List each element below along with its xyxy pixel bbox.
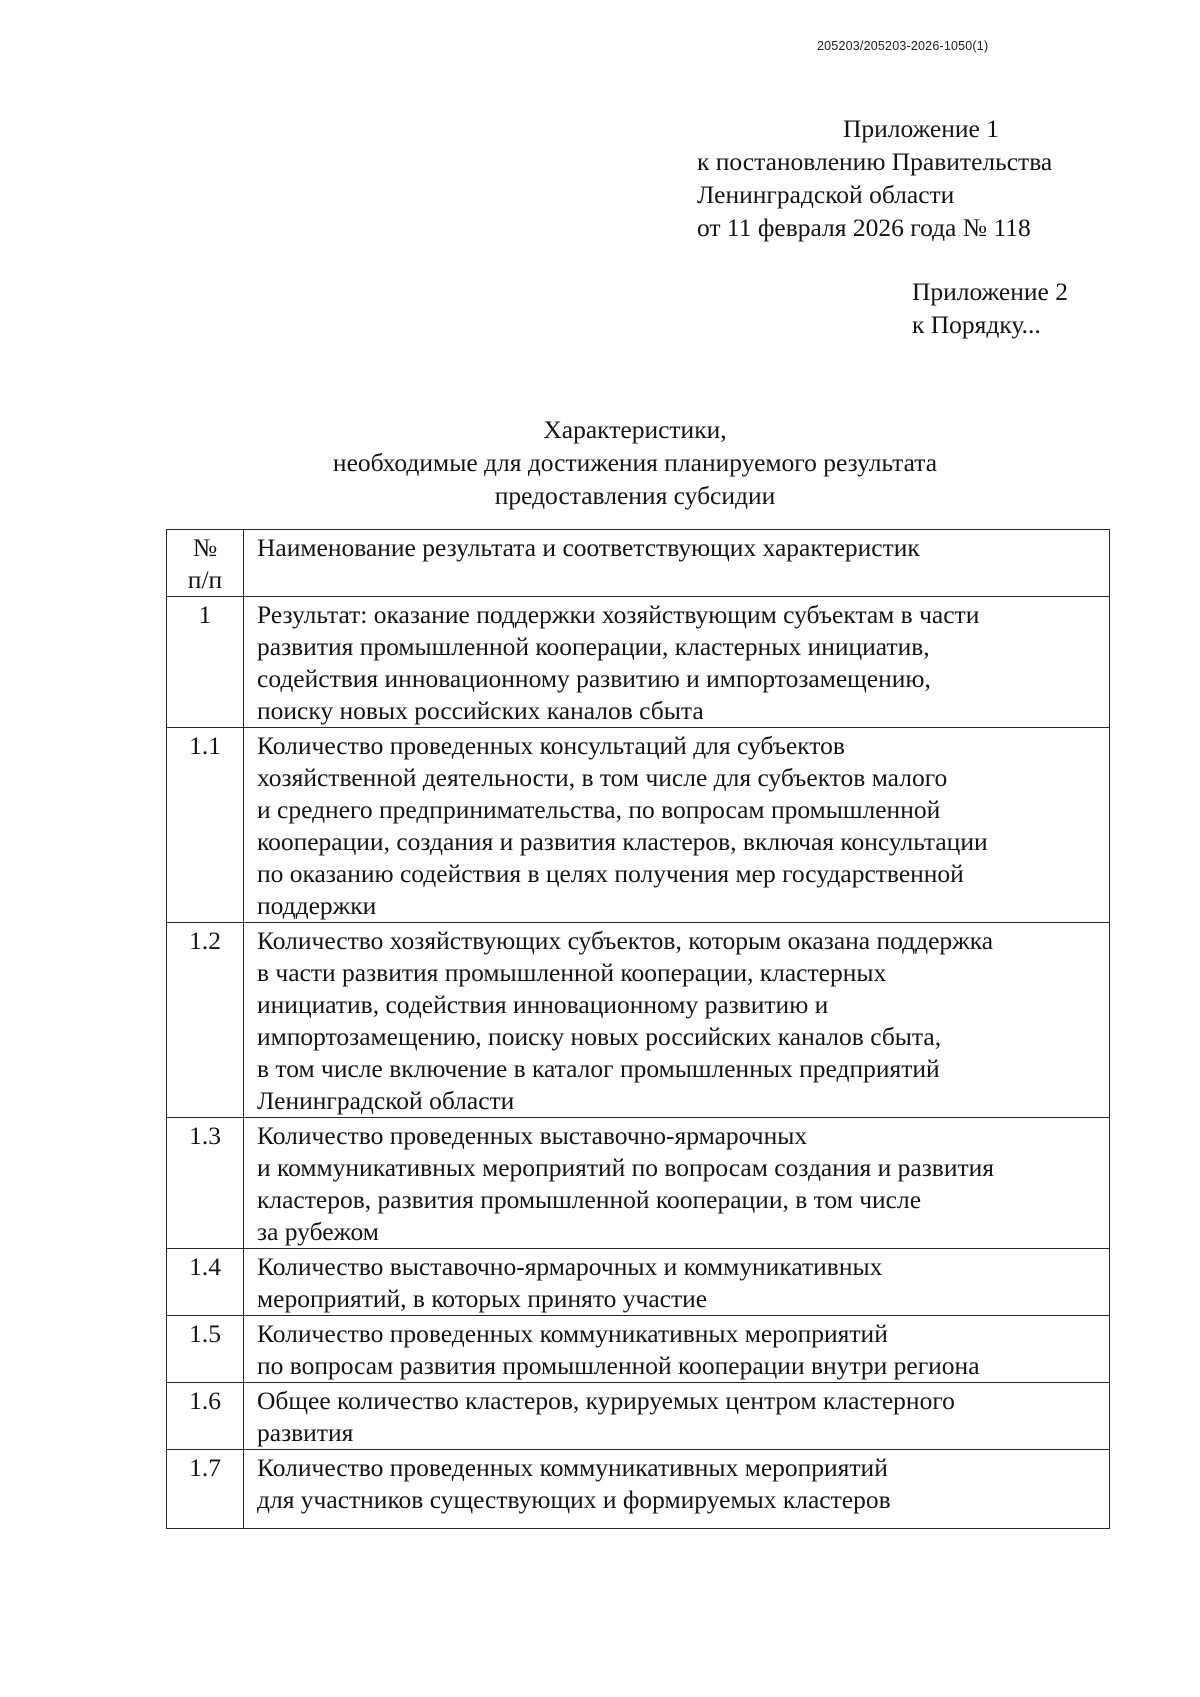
header-name-cell bbox=[244, 530, 1110, 597]
row-number: 1.6 bbox=[189, 1386, 221, 1415]
row-text-line: по вопросам развития промышленной кооперации внутри региона bbox=[257, 1351, 980, 1380]
row-text-line: Ленинградской области bbox=[257, 1086, 515, 1115]
row-text-line: кооперации, создания и развития кластеров, включая консультации bbox=[257, 827, 988, 856]
row-text-line: за рубежом bbox=[257, 1217, 379, 1246]
row-text-line: по оказанию содействия в целях получения мер государственной bbox=[257, 859, 964, 888]
row-number-cell bbox=[167, 1316, 244, 1383]
row-number: 1.3 bbox=[189, 1121, 221, 1150]
appendix-1-block bbox=[697, 112, 1052, 244]
row-number: 1.2 bbox=[189, 926, 221, 955]
document-id: 205203/205203-2026-1050(1) bbox=[817, 39, 989, 53]
appendix-1-title: Приложение 1 bbox=[843, 114, 999, 143]
row-text-cell bbox=[244, 1450, 1110, 1529]
row-number-cell bbox=[167, 1383, 244, 1450]
row-text-line: кластеров, развития промышленной кооперации, в том числе bbox=[257, 1185, 922, 1214]
row-text-line: в том числе включение в каталог промышленных предприятий bbox=[257, 1054, 940, 1083]
characteristics-table bbox=[166, 529, 1110, 1529]
header-number-symbol: № bbox=[192, 533, 218, 562]
row-number-cell bbox=[167, 1450, 244, 1529]
row-text-cell bbox=[244, 923, 1110, 1118]
row-text-line: для участников существующих и формируемых кластеров bbox=[257, 1485, 891, 1514]
row-text-line: развития bbox=[257, 1418, 354, 1447]
appendix-2-title: Приложение 2 bbox=[912, 277, 1068, 306]
appendix-1-date: от 11 февраля 2026 года № 118 bbox=[697, 213, 1031, 242]
row-number-cell bbox=[167, 1249, 244, 1316]
row-number-cell bbox=[167, 1118, 244, 1249]
appendix-2-block bbox=[912, 275, 1068, 341]
table-row bbox=[167, 597, 1110, 728]
row-text-line: поддержки bbox=[257, 891, 377, 920]
row-text-line: Количество проведенных коммуникативных мероприятий bbox=[257, 1453, 888, 1482]
row-text-line: и коммуникативных мероприятий по вопросам создания и развития bbox=[257, 1153, 994, 1182]
document-title bbox=[0, 413, 1200, 512]
appendix-1-region: Ленинградской области bbox=[697, 180, 955, 209]
row-text-line: мероприятий, в которых принято участие bbox=[257, 1284, 708, 1313]
table-row bbox=[167, 1316, 1110, 1383]
row-text-cell bbox=[244, 1316, 1110, 1383]
row-number: 1.5 bbox=[189, 1319, 221, 1348]
row-number-cell bbox=[167, 597, 244, 728]
header-number-cell bbox=[167, 530, 244, 597]
row-text-cell bbox=[244, 1249, 1110, 1316]
table-row bbox=[167, 923, 1110, 1118]
row-number-cell bbox=[167, 923, 244, 1118]
row-number: 1.7 bbox=[189, 1453, 221, 1482]
row-text-line: и среднего предпринимательства, по вопросам промышленной bbox=[257, 795, 941, 824]
row-text-cell bbox=[244, 1383, 1110, 1450]
header-number-abbrev: п/п bbox=[187, 565, 223, 594]
table-row bbox=[167, 1249, 1110, 1316]
row-text-line: содействия инновационному развитию и импортозамещению, bbox=[257, 664, 931, 693]
row-number-cell bbox=[167, 728, 244, 923]
row-text-cell bbox=[244, 597, 1110, 728]
row-text-line: Количество проведенных консультаций для субъектов bbox=[257, 731, 845, 760]
row-text-line: Результат: оказание поддержки хозяйствующим субъектам в части bbox=[257, 600, 980, 629]
row-text-line: Количество хозяйствующих субъектов, которым оказана поддержка bbox=[257, 926, 994, 955]
row-text-line: инициатив, содействия инновационному развитию и bbox=[257, 990, 829, 1019]
header-name-text: Наименование результата и соответствующих характеристик bbox=[257, 533, 920, 562]
row-text-cell bbox=[244, 1118, 1110, 1249]
row-text-line: поиску новых российских каналов сбыта bbox=[257, 696, 704, 725]
row-number: 1.1 bbox=[189, 731, 221, 760]
row-text-line: хозяйственной деятельности, в том числе для субъектов малого bbox=[257, 763, 948, 792]
table-row bbox=[167, 1383, 1110, 1450]
row-text-line: Количество выставочно-ярмарочных и коммуникативных bbox=[257, 1252, 883, 1281]
title-line: предоставления субсидии bbox=[494, 481, 776, 510]
row-text-line: Общее количество кластеров, курируемых центром кластерного bbox=[257, 1386, 955, 1415]
row-number: 1 bbox=[198, 600, 212, 629]
row-text-cell bbox=[244, 728, 1110, 923]
table-header-row bbox=[167, 530, 1110, 597]
appendix-1-resolution: к постановлению Правительства bbox=[697, 147, 1053, 176]
row-text-line: Количество проведенных выставочно-ярмарочных bbox=[257, 1121, 808, 1150]
appendix-2-reference: к Порядку... bbox=[912, 310, 1041, 339]
title-line: Характеристики, bbox=[543, 415, 727, 444]
row-text-line: Количество проведенных коммуникативных мероприятий bbox=[257, 1319, 888, 1348]
table-row bbox=[167, 728, 1110, 923]
table-row bbox=[167, 1450, 1110, 1529]
row-text-line: в части развития промышленной кооперации, кластерных bbox=[257, 958, 887, 987]
row-number: 1.4 bbox=[189, 1252, 221, 1281]
title-line: необходимые для достижения планируемого результата bbox=[332, 448, 938, 477]
row-text-line: импортозамещению, поиску новых российских каналов сбыта, bbox=[257, 1022, 942, 1051]
table-row bbox=[167, 1118, 1110, 1249]
row-text-line: развития промышленной кооперации, кластерных инициатив, bbox=[257, 632, 930, 661]
